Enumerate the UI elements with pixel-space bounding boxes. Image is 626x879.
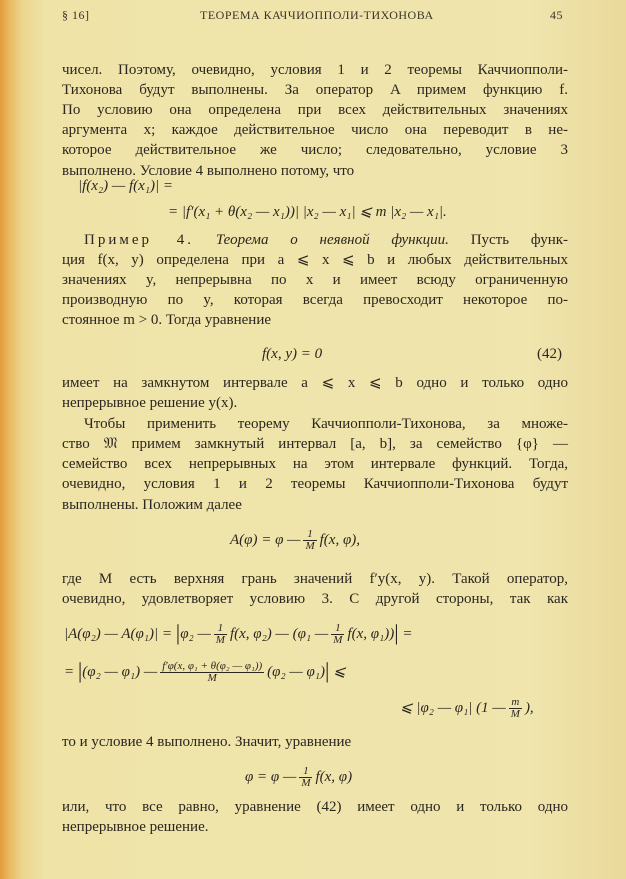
formula-part: f(x, φ): [315, 768, 353, 785]
text-line: где M есть верхняя грань значений f′y(x, y). Такой оператор,: [62, 571, 568, 587]
denominator: M: [207, 672, 217, 685]
formula-operator-A: [230, 529, 360, 552]
fraction: [509, 697, 522, 720]
formula-estimate-1: |A(φ₂) — A(φ₁)| = |φ₂ — $\frac{1}{M}$ f(x, φ₂) — (φ₁ — $\frac{1}{M}$ f(x, φ₁))| =: [64, 620, 413, 647]
text-line: чисел. Поэтому, очевидно, условия 1 и 2 теоремы Каччиопполи-: [62, 62, 568, 78]
running-title: ТЕОРЕМА КАЧЧИОППОЛИ-ТИХОНОВА: [200, 8, 434, 22]
example-text: Пусть функ-: [470, 232, 569, 248]
equation-number: (42): [537, 346, 562, 362]
formula-part: f(x, φ₁)): [347, 626, 395, 642]
fraction: [331, 623, 344, 646]
formula-part: (φ₂ — φ₁) —: [82, 664, 158, 680]
example-label: Пример 4.: [84, 232, 195, 248]
numerator: 1: [331, 623, 344, 635]
section-number: § 16]: [62, 8, 90, 22]
denominator: M: [333, 634, 343, 647]
text-line: По условию она определена при всех действительных значениях: [62, 102, 568, 118]
formula-part: f(x, φ),: [319, 531, 361, 548]
formula-part: f(x, φ₂) — (φ₁ —: [229, 626, 329, 642]
formula-estimate-2: = |(φ₂ — φ₁) — $\frac{\text{f′φ(x, φ₁ + θ(φ₂ — φ₁))}}{M}$ (φ₂ — φ₁)| ⩽: [64, 658, 346, 685]
formula-part: φ₂ —: [180, 626, 211, 642]
fraction: [299, 766, 312, 789]
text-line: выполнены. Положим далее: [62, 497, 242, 513]
text-line: значениях y, непрерывна по x и имеет всюду ограниченную: [62, 272, 568, 288]
page-number: 45: [550, 8, 563, 22]
denominator: M: [215, 634, 225, 647]
text-line: выполнено. Условие 4 выполнено потому, что: [62, 163, 355, 179]
formula-part: ⩽ |φ₂ — φ₁| (1 —: [400, 699, 506, 716]
text-line: которое действительное же число; следовательно, условие 3: [62, 142, 568, 158]
numerator: 1: [299, 766, 312, 778]
denominator: M: [510, 708, 520, 720]
equation-42: f(x, y) = 0: [262, 346, 323, 362]
formula-part: (φ₂ — φ₁): [267, 664, 326, 680]
fraction: [160, 661, 264, 684]
text-line: стоянное m > 0. Тогда уравнение: [62, 312, 272, 328]
text-line: или, что все равно, уравнение (42) имеет одно и только одно: [62, 799, 568, 815]
formula-part: =: [64, 664, 75, 680]
numerator: m: [509, 697, 522, 709]
text-line: то и условие 4 выполнено. Значит, уравнение: [62, 734, 352, 750]
formula-estimate-3: [400, 697, 534, 720]
text-line: Тихонова будут выполнены. За оператор A примем функцию f.: [62, 82, 568, 98]
formula-lipschitz-right: = |f′(x₁ + θ(x₂ — x₁))| |x₂ — x₁| ⩽ m |x₂ — x₁|.: [168, 204, 447, 220]
numerator: 1: [303, 529, 316, 541]
text-line: непрерывное решение y(x).: [62, 395, 238, 411]
text-line: Чтобы применить теорему Каччиопполи-Тихонова, за множе-: [84, 416, 568, 432]
example-heading-line: [84, 230, 568, 250]
example-title: Теорема о неявной функции.: [215, 232, 449, 248]
fraction: [214, 623, 227, 646]
formula-part: =: [402, 626, 413, 642]
numerator: 1: [214, 623, 227, 635]
text-line: непрерывное решение.: [62, 819, 209, 835]
formula-part: φ = φ —: [245, 768, 297, 785]
denominator: M: [305, 540, 315, 552]
fraction: [303, 529, 316, 552]
formula-part: A(φ) = φ —: [230, 531, 301, 548]
formula-lipschitz-left: |f(x₂) — f(x₁)| =: [78, 178, 174, 194]
numerator: f′φ(x, φ₁ + θ(φ₂ — φ₁)): [162, 660, 263, 673]
text-line: очевидно, условия 1 и 2 теоремы Каччиопполи-Тихонова будут: [62, 476, 568, 492]
text-line: ство 𝔐 примем замкнутый интервал [a, b], за семейство {φ} —: [62, 436, 568, 452]
text-line: семейство всех непрерывных на этом интервале функций. Тогда,: [62, 456, 568, 472]
formula-fixed-point: [245, 766, 352, 789]
text-line: имеет на замкнутом интервале a ⩽ x ⩽ b одно и только одно: [62, 375, 568, 391]
formula-part: ⩽: [333, 664, 346, 680]
text-line: очевидно, удовлетворяет условию 3. С другой стороны, так как: [62, 591, 568, 607]
text-line: ция f(x, y) определена при a ⩽ x ⩽ b и любых действительных: [62, 252, 568, 268]
formula-part: ),: [524, 699, 534, 716]
text-line: производную по y, которая всегда превосходит некоторое по-: [62, 292, 568, 308]
text-line: аргумента x; каждое действительное число она переводит в не-: [62, 122, 568, 138]
denominator: M: [301, 777, 311, 789]
formula-part: |A(φ₂) — A(φ₁)| =: [64, 626, 173, 642]
